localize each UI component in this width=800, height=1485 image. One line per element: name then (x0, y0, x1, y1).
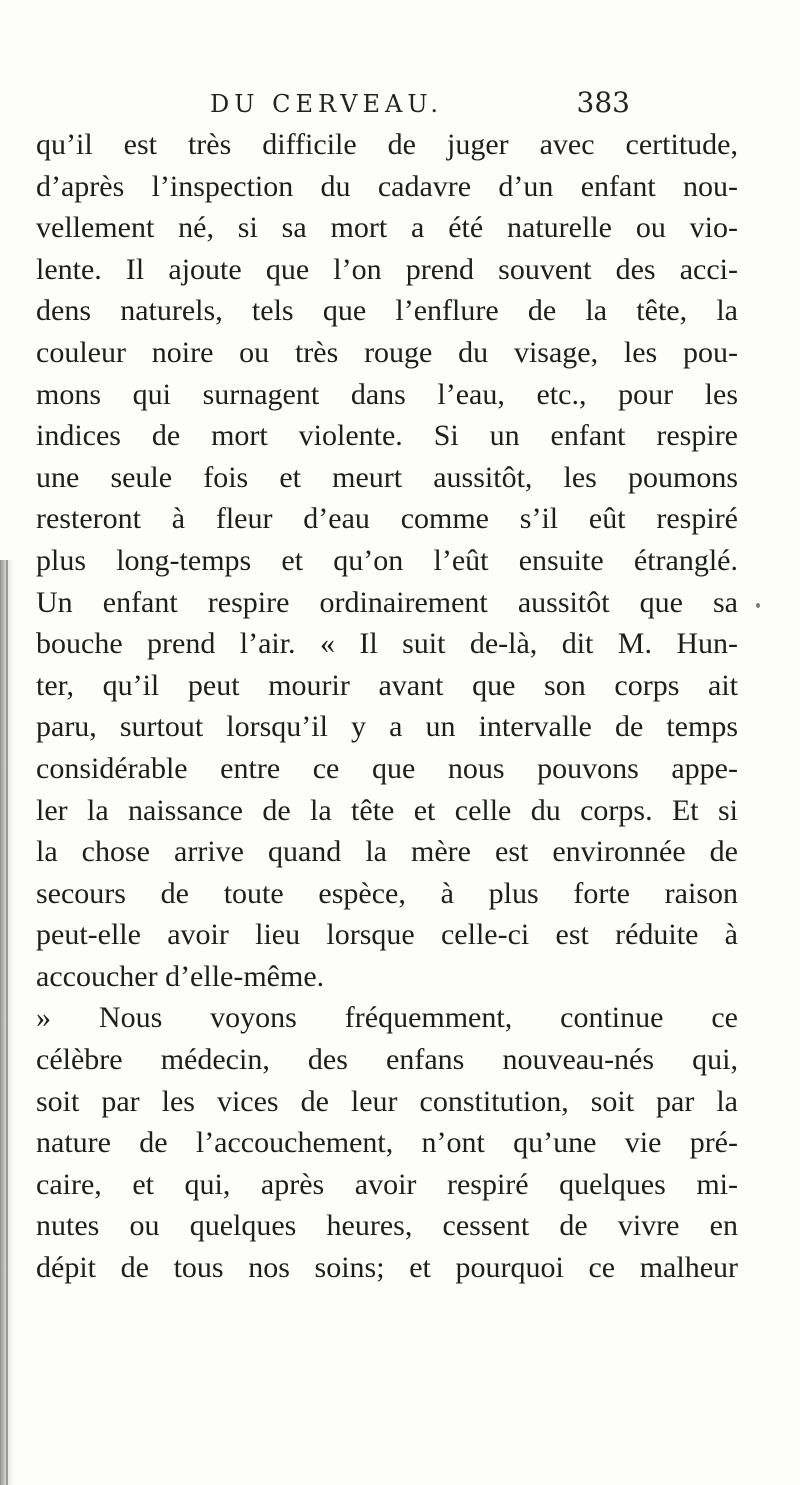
text-line: dépit de tous nos soins; et pourquoi ce malheur (36, 1251, 738, 1285)
text-line: célèbre médecin, des enfans nouveau-nés qui, (36, 1043, 738, 1077)
text-line: » Nous voyons fréquemment, continue ce (36, 1001, 738, 1035)
text-line: une seule fois et meurt aussitôt, les poumons (36, 460, 738, 494)
text-line: nature de l’accouchement, n’ont qu’une vie pré- (36, 1126, 738, 1160)
text-line: secours de toute espèce, à plus forte raison (36, 876, 738, 910)
body-text (36, 124, 738, 1289)
ink-speck (756, 603, 760, 608)
text-line: ter, qu’il peut mourir avant que son corps ait (36, 668, 738, 702)
text-line: accoucher d’elle-même. (36, 959, 325, 993)
text-line: nutes ou quelques heures, cessent de vivre en (36, 1209, 738, 1243)
page-header (210, 86, 630, 126)
text-line: dens naturels, tels que l’enflure de la tête, la (36, 294, 738, 328)
text-line: la chose arrive quand la mère est environnée de (36, 835, 738, 869)
text-line: paru, surtout lorsqu’il y a un intervalle de temps (36, 710, 738, 744)
text-line: caire, et qui, après avoir respiré quelques mi- (36, 1167, 738, 1201)
text-line: Un enfant respire ordinairement aussitôt que sa (36, 585, 738, 619)
text-line: qu’il est très difficile de juger avec certitude, (36, 128, 738, 161)
text-line: considérable entre ce que nous pouvons appe- (36, 751, 738, 785)
running-head: DU CERVEAU. (210, 90, 444, 118)
page-number: 383 (576, 86, 630, 119)
text-line: bouche prend l’air. « Il suit de-là, dit M. Hun- (36, 627, 738, 661)
text-line: couleur noire ou très rouge du visage, les pou- (36, 335, 738, 369)
text-line: ler la naissance de la tête et celle du corps. Et si (36, 793, 738, 827)
text-line: indices de mort violente. Si un enfant respire (36, 419, 738, 453)
binding-edge (6, 560, 8, 1485)
text-line: soit par les vices de leur constitution, soit par la (36, 1084, 738, 1118)
text-line: lente. Il ajoute que l’on prend souvent des acci- (36, 252, 738, 286)
text-line: peut-elle avoir lieu lorsque celle-ci est réduite à (36, 918, 738, 952)
text-line: resteront à fleur d’eau comme s’il eût respiré (36, 502, 738, 536)
text-line: d’après l’inspection du cadavre d’un enfant nou- (36, 169, 738, 203)
text-line: vellement né, si sa mort a été naturelle ou vio- (36, 211, 738, 245)
text-line: plus long-temps et qu’on l’eût ensuite étranglé. (36, 543, 738, 577)
text-line: mons qui surnagent dans l’eau, etc., pour les (36, 377, 738, 411)
